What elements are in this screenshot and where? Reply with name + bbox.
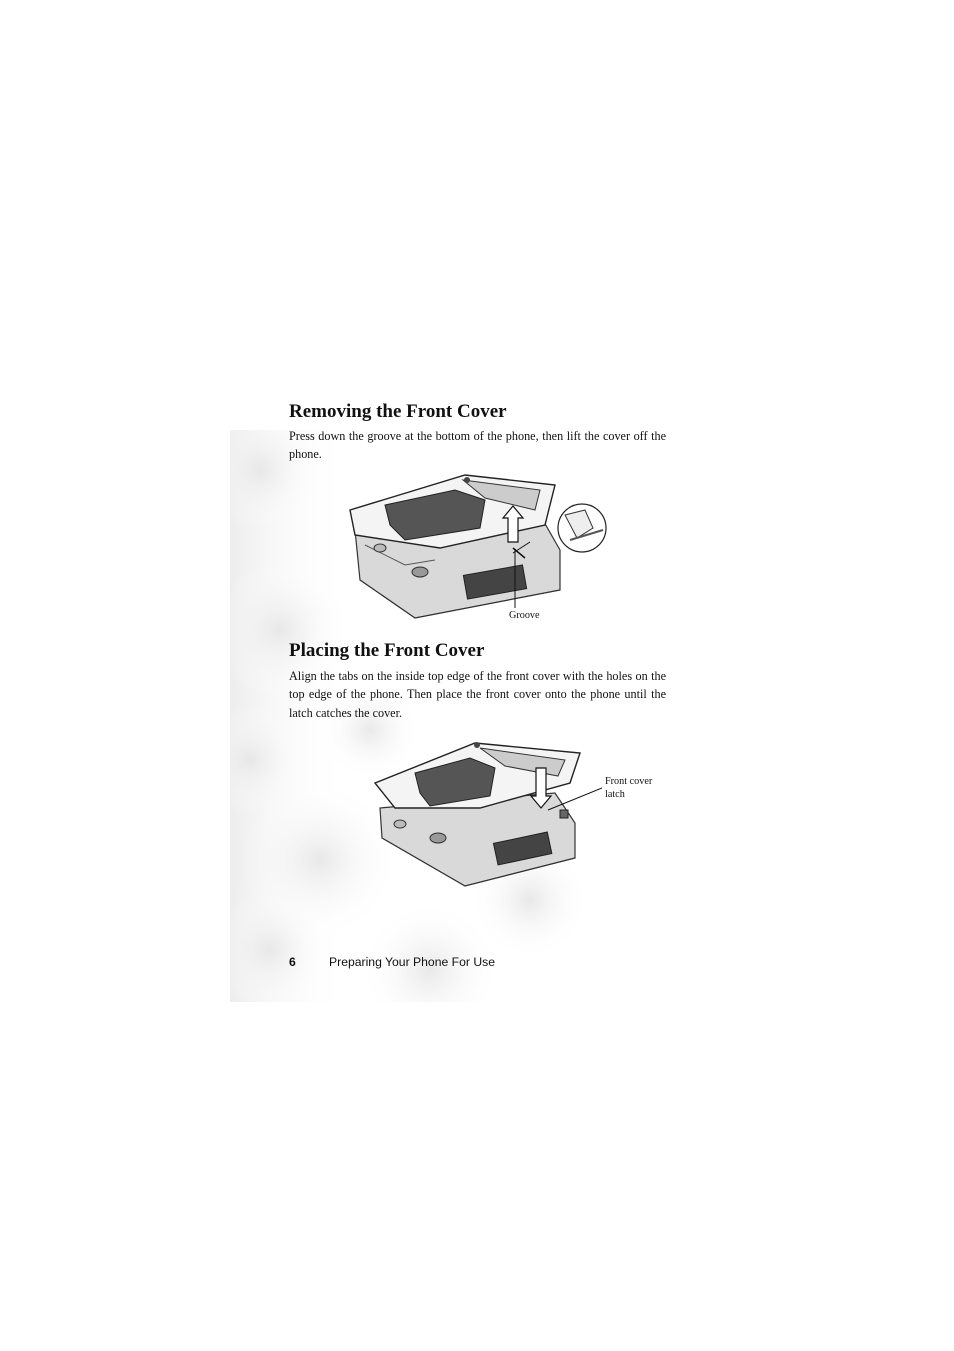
section-body-placing: Align the tabs on the inside top edge of the front cover with the holes on the top edge of the phone. Then place the front cover onto the phone until the latch catches the cover. xyxy=(289,669,666,720)
section-body-removing: Press down the groove at the bottom of the phone, then lift the cover off the phone. xyxy=(289,429,666,462)
callout-front-cover-latch: Front cover latch xyxy=(605,776,653,800)
illustration-removing-cover xyxy=(345,470,610,620)
page-footer xyxy=(289,955,495,969)
illustration-placing-cover xyxy=(370,738,602,888)
section-heading-placing: Placing the Front Cover xyxy=(289,640,485,661)
callout-groove: Groove xyxy=(509,610,540,621)
chapter-title: Preparing Your Phone For Use xyxy=(329,955,495,969)
page-number: 6 xyxy=(289,955,296,969)
section-heading-removing: Removing the Front Cover xyxy=(289,401,507,422)
